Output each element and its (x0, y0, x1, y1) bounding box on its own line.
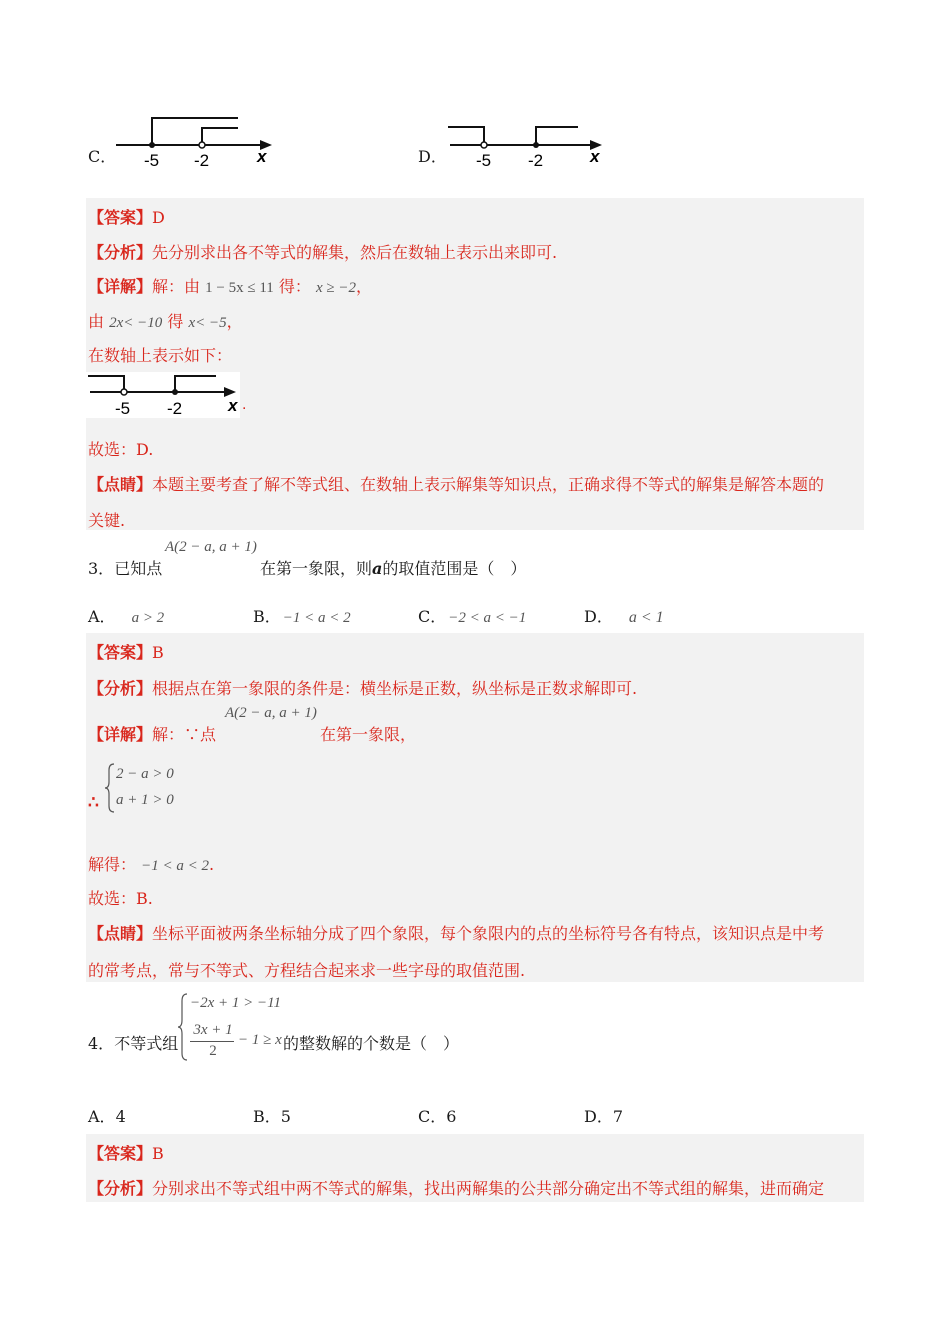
solid-point-minus2 (533, 142, 539, 148)
detail-row3-q2: 在数轴上表示如下： (88, 346, 233, 365)
option-value: 7 (612, 1107, 624, 1126)
brace-icon (104, 762, 116, 814)
comment-line1: 坐标平面被两条坐标轴分成了四个象限，每个象限内的点的坐标符号各有特点，该知识点是中考 (152, 924, 825, 943)
comment-row2-q3: 的常考点，常与不等式、方程结合起来求一些字母的取值范围. (88, 961, 526, 980)
tick-label-minus5: -5 (144, 151, 160, 170)
system-line-2: a + 1 > 0 (116, 792, 174, 808)
solve-row-q3 (88, 852, 214, 875)
question-number: 3． (88, 559, 115, 578)
analysis-tag: 【分析】 (88, 1179, 153, 1198)
answer-row-q4 (88, 1141, 164, 1164)
answer-value: B (152, 1144, 164, 1163)
stem-suffix (260, 556, 526, 579)
q4-ineq2-numerator: 3x + 1 (193, 1022, 233, 1038)
stem-point: A(2 − a, a + 1) (165, 539, 257, 555)
q3-option-b (253, 604, 351, 627)
detail-row-q2 (88, 274, 372, 297)
detail-comma-1: ， (355, 277, 372, 296)
q3-option-a (88, 604, 164, 627)
q4-option-c (418, 1104, 456, 1127)
q4-ineq2-rest: − 1 ≥ x (238, 1032, 282, 1048)
option-value: 4 (115, 1107, 126, 1126)
analysis-row-q3 (88, 676, 637, 699)
option-value: −2 < a < −1 (448, 610, 527, 626)
detail-row2-q2 (88, 309, 243, 332)
stem-suffix: 的整数解的个数是（ ） (283, 1034, 460, 1053)
ray-left-of-minus5 (88, 376, 124, 389)
q4-option-d (584, 1104, 623, 1127)
stem-suffix-2: 的取值范围是（ ） (382, 559, 527, 578)
open-point-minus2 (199, 142, 205, 148)
option-d-label: D． (418, 147, 447, 166)
tick-label-minus2: -2 (167, 399, 183, 418)
analysis-tag: 【分析】 (88, 679, 153, 698)
numberline-option-c (112, 110, 282, 172)
detail-mid-1: 得： (278, 277, 311, 296)
ray-left-of-minus5 (448, 127, 484, 142)
comment-row-q2 (88, 472, 824, 495)
tick-label-minus5: -5 (476, 151, 492, 170)
option-label: D． (584, 1107, 613, 1126)
tick-label-minus5: -5 (115, 399, 131, 418)
option-value: 6 (446, 1107, 457, 1126)
answer-tag: 【答案】 (88, 643, 153, 662)
ray-from-minus2 (536, 127, 578, 145)
q4-option-b (253, 1104, 291, 1127)
detail-solution-1: x ≥ −2 (315, 280, 356, 296)
answer-row-q2 (88, 205, 165, 228)
analysis-text: 根据点在第一象限的条件是：横坐标是正数，纵坐标是正数求解即可. (152, 679, 638, 698)
choose-row-q2: 故选：D. (88, 440, 154, 459)
analysis-row-q2 (88, 240, 557, 263)
option-label: C． (418, 607, 447, 626)
axis-var-label: x (257, 147, 267, 166)
detail-inequality-1: 1 − 5x ≤ 11 (205, 280, 274, 296)
solve-prefix: 解得： (88, 855, 137, 874)
option-value: −1 < a < 2 (282, 610, 351, 626)
answer-tag: 【答案】 (88, 1144, 153, 1163)
solid-point-minus5 (149, 142, 155, 148)
detail-solution-2: x< −5 (188, 315, 227, 331)
analysis-tag: 【分析】 (88, 243, 153, 262)
open-point-minus5 (121, 389, 127, 395)
axis-var-label: x (590, 147, 600, 166)
solve-period: . (208, 855, 215, 874)
ray-from-minus2 (175, 376, 216, 392)
detail-mid-2: 得 (167, 312, 184, 331)
detail-prefix: 解：∵点 (152, 725, 217, 744)
axis-var-label: x (228, 396, 238, 415)
open-point-minus5 (481, 142, 487, 148)
comment-tag: 【点睛】 (88, 924, 153, 943)
stem-prefix: 已知点 (114, 559, 163, 578)
detail-suffix: 在第一象限， (320, 725, 417, 744)
answer-tag: 【答案】 (88, 208, 153, 227)
detail-point: A(2 − a, a + 1) (225, 705, 317, 721)
q3-option-d (584, 604, 664, 627)
question-4-stem (88, 1031, 178, 1054)
option-label: A． (88, 607, 116, 626)
ray-from-minus5 (152, 118, 238, 145)
analysis-row-q4 (88, 1176, 824, 1199)
question-number: 4． (88, 1034, 115, 1053)
detail-inequality-2: 2x< −10 (109, 315, 163, 331)
option-value: a < 1 (628, 609, 664, 626)
numberline-solution (86, 370, 256, 420)
detail-tag: 【详解】 (88, 725, 153, 744)
q3-option-c (418, 604, 526, 627)
analysis-text: 分别求出不等式组中两不等式的解集，找出两解集的公共部分确定出不等式组的解集，进而确定 (152, 1179, 825, 1198)
analysis-text: 先分别求出各不等式的解集，然后在数轴上表示出来即可. (152, 243, 558, 262)
detail-prefix: 解：由 (152, 277, 201, 296)
stem-var: a (372, 559, 383, 578)
option-value: a > 2 (131, 610, 165, 626)
fraction-bar (190, 1041, 234, 1042)
solid-point-minus2 (172, 389, 178, 395)
option-label: B． (253, 607, 281, 626)
option-label: A． (88, 1107, 116, 1126)
option-label: D． (584, 607, 613, 626)
question-3-stem (88, 556, 162, 579)
comment-tag: 【点睛】 (88, 475, 153, 494)
option-label: B． (253, 1107, 281, 1126)
q4-option-a (88, 1104, 126, 1127)
figure-period: . (242, 396, 247, 413)
solve-value: −1 < a < 2 (141, 858, 209, 874)
answer-row-q3 (88, 640, 164, 663)
option-value: 5 (280, 1107, 291, 1126)
detail-line2-prefix: 由 (88, 312, 105, 331)
detail-comma-2: ， (226, 312, 243, 331)
option-c-label: C． (88, 147, 117, 166)
option-label: C． (418, 1107, 447, 1126)
tick-label-minus2: -2 (528, 151, 544, 170)
q4-ineq2-denominator: 2 (209, 1043, 217, 1059)
system-line-1: 2 − a > 0 (116, 766, 174, 782)
q4-inequality-1: −2x + 1 > −11 (190, 995, 282, 1011)
tick-label-minus2: -2 (194, 151, 210, 170)
choose-row-q3: 故选：B. (88, 889, 153, 908)
answer-value: B (152, 643, 164, 662)
stem-suffix-1: 在第一象限，则 (260, 559, 373, 578)
detail-tag: 【详解】 (88, 277, 153, 296)
numberline-option-d (446, 110, 616, 172)
comment-row-q3 (88, 921, 824, 944)
comment-row2-q2: 关键. (88, 511, 126, 530)
ray-from-minus2 (202, 128, 238, 142)
therefore-symbol: ∴ (88, 793, 99, 813)
detail-row-q3 (88, 722, 216, 745)
brace-icon (177, 992, 189, 1062)
comment-line1: 本题主要考查了解不等式组、在数轴上表示解集等知识点，正确求得不等式的解集是解答本题的 (152, 475, 825, 494)
answer-value: D (152, 208, 165, 227)
stem-prefix: 不等式组 (114, 1034, 179, 1053)
